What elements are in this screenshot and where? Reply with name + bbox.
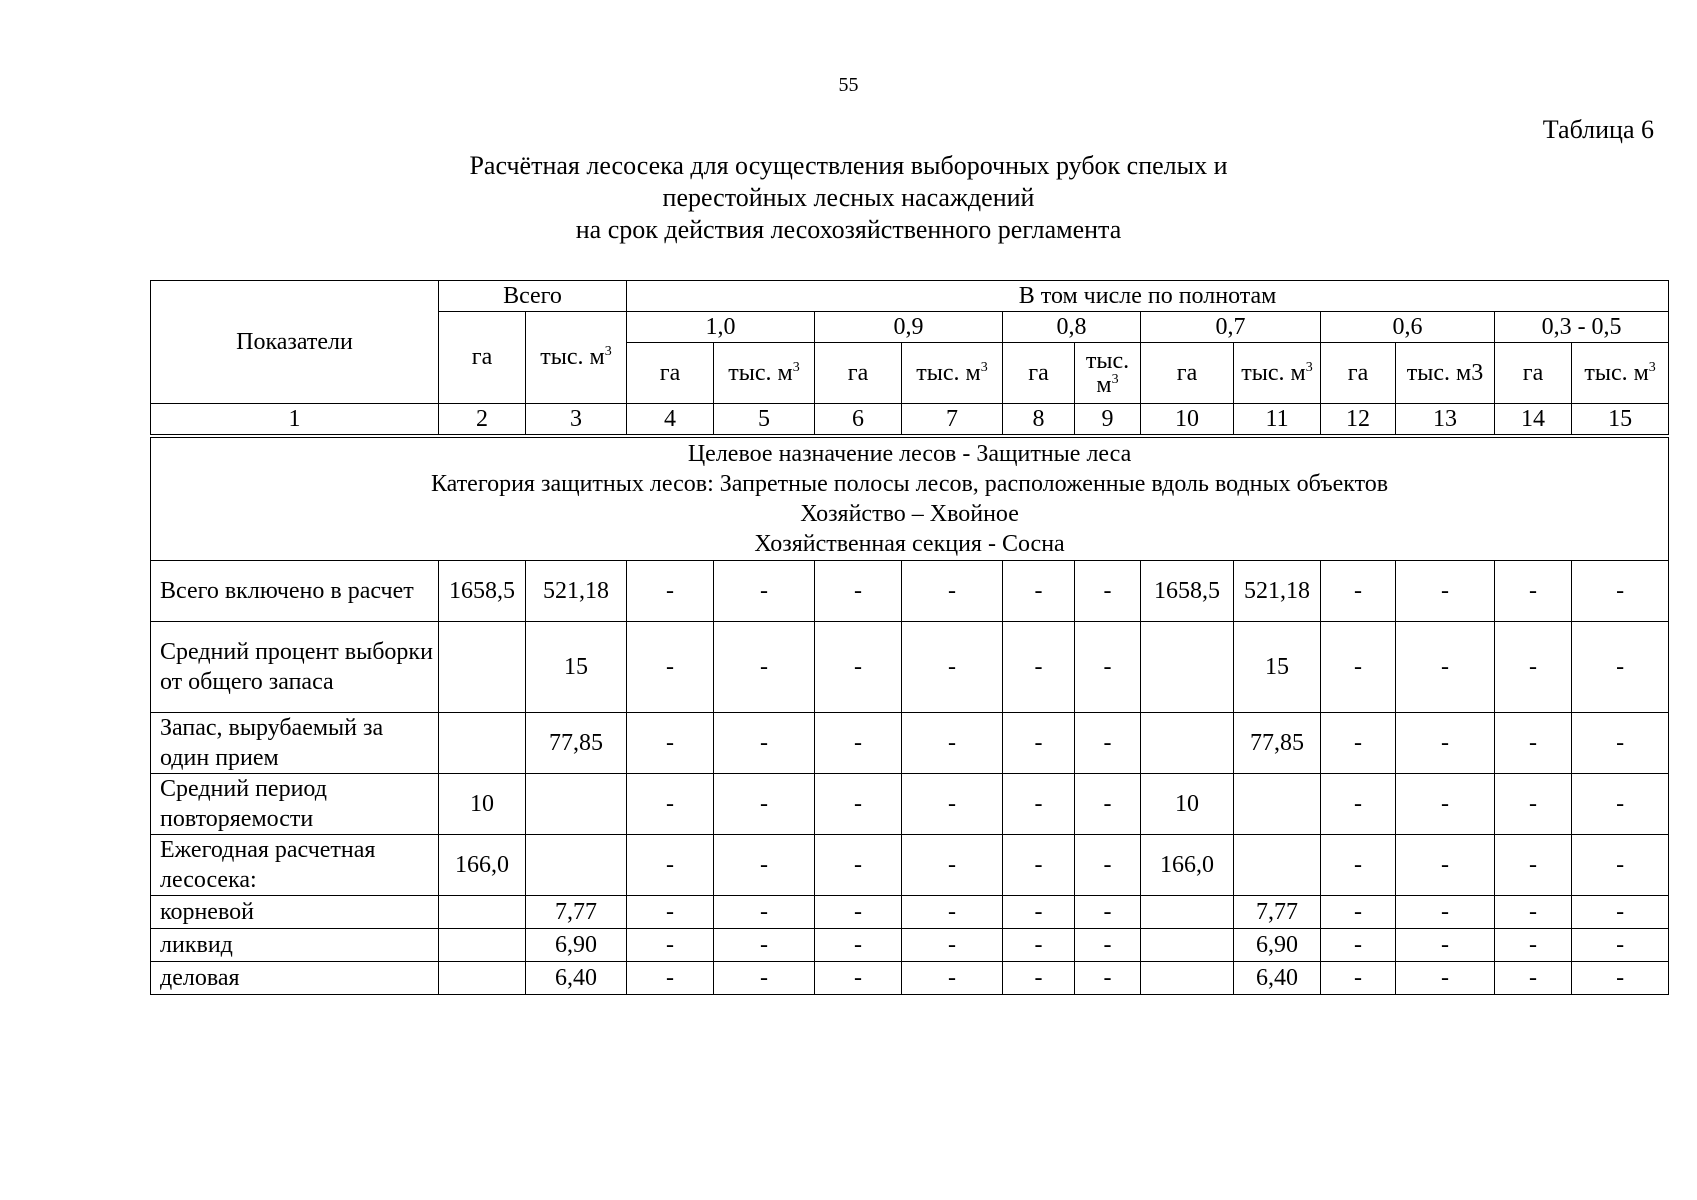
title-line-2: перестойных лесных насаждений: [662, 183, 1035, 212]
table-cell: -: [1321, 713, 1396, 774]
column-number: 13: [1396, 404, 1495, 437]
table-cell: -: [714, 929, 815, 962]
header-density-1-0: 1,0: [627, 312, 815, 343]
table-cell: -: [714, 835, 815, 896]
table-cell: -: [627, 929, 714, 962]
table-cell: -: [1321, 929, 1396, 962]
row-label: корневой: [151, 896, 439, 929]
table-cell: -: [902, 896, 1003, 929]
table-cell: -: [714, 774, 815, 835]
table-row: [151, 896, 1669, 929]
table-cell: [526, 774, 627, 835]
table-cell: -: [1075, 929, 1141, 962]
table-cell: -: [902, 835, 1003, 896]
header-unit-volume: тыс. $м^3$: [902, 343, 1003, 404]
table-cell: -: [1396, 622, 1495, 713]
table-cell: -: [902, 774, 1003, 835]
row-label: ликвид: [151, 929, 439, 962]
table-cell: 6,40: [526, 962, 627, 995]
row-label: Средний процент выборки от общего запаса: [151, 622, 439, 713]
table-cell: -: [1495, 929, 1572, 962]
header-row-1: [151, 281, 1669, 312]
table-cell: -: [815, 561, 902, 622]
table-cell: -: [815, 622, 902, 713]
table-cell: -: [1075, 713, 1141, 774]
table-cell: -: [1321, 835, 1396, 896]
row-label: Всего включено в расчет: [151, 561, 439, 622]
table-cell: -: [1003, 713, 1075, 774]
header-by-density: В том числе по полнотам: [627, 281, 1669, 312]
table-cell: [1141, 896, 1234, 929]
table-cell: -: [714, 896, 815, 929]
table-cell: 521,18: [526, 561, 627, 622]
column-number: 12: [1321, 404, 1396, 437]
table-cell: -: [1075, 962, 1141, 995]
table-cell: -: [1003, 774, 1075, 835]
section-header: [151, 436, 1669, 561]
title-line-3: на срок действия лесохозяйственного регламента: [575, 215, 1122, 244]
table-cell: [439, 896, 526, 929]
table-cell: 10: [1141, 774, 1234, 835]
table-cell: -: [627, 774, 714, 835]
table-cell: [1141, 622, 1234, 713]
table-cell: [439, 929, 526, 962]
title-line-1: Расчётная лесосека для осуществления выборочных рубок спелых и: [469, 151, 1228, 180]
table-cell: -: [714, 713, 815, 774]
table-cell: -: [902, 929, 1003, 962]
row-label: Ежегодная расчетная лесосека:: [151, 835, 439, 896]
column-number: 2: [439, 404, 526, 437]
section-economic-section: Хозяйственная секция - Сосна: [754, 531, 1065, 557]
header-unit-ha: га: [1141, 343, 1234, 404]
column-number: 9: [1075, 404, 1141, 437]
table-cell: -: [1321, 622, 1396, 713]
table-row: [151, 962, 1669, 995]
page-number: 55: [838, 74, 859, 96]
column-number: 5: [714, 404, 815, 437]
table-cell: -: [627, 835, 714, 896]
table-row: [151, 713, 1669, 774]
row-label: Запас, вырубаемый за один прием: [151, 713, 439, 774]
table-cell: [1234, 774, 1321, 835]
table-cell: -: [1396, 962, 1495, 995]
header-density-0-7: 0,7: [1141, 312, 1321, 343]
table-cell: -: [815, 713, 902, 774]
table-cell: -: [714, 622, 815, 713]
table-cell: 6,40: [1234, 962, 1321, 995]
table-cell: -: [1572, 929, 1669, 962]
table-cell: -: [627, 622, 714, 713]
table-cell: [526, 835, 627, 896]
table-cell: -: [1572, 962, 1669, 995]
column-number: 6: [815, 404, 902, 437]
table-cell: -: [1003, 896, 1075, 929]
table-cell: 77,85: [526, 713, 627, 774]
column-number: 14: [1495, 404, 1572, 437]
table-cell: 15: [526, 622, 627, 713]
table-cell: [1141, 929, 1234, 962]
table-cell: -: [815, 929, 902, 962]
table-cell: -: [1321, 896, 1396, 929]
table-cell: -: [1321, 561, 1396, 622]
table-row: [151, 774, 1669, 835]
table-row: [151, 561, 1669, 622]
header-density-0-6: 0,6: [1321, 312, 1495, 343]
table-cell: -: [627, 896, 714, 929]
table-title: [0, 150, 1697, 246]
column-number: 4: [627, 404, 714, 437]
header-unit-ha: га: [1321, 343, 1396, 404]
table-cell: -: [627, 962, 714, 995]
table-cell: -: [1075, 896, 1141, 929]
allowable-cut-table: [150, 280, 1669, 995]
table-cell: -: [1075, 561, 1141, 622]
table-cell: -: [1572, 713, 1669, 774]
table-cell: -: [1396, 835, 1495, 896]
table-cell: -: [1003, 622, 1075, 713]
header-unit-ha: га: [1003, 343, 1075, 404]
table-cell: 15: [1234, 622, 1321, 713]
table-cell: -: [627, 561, 714, 622]
header-total: Всего: [439, 281, 627, 312]
table-cell: -: [1572, 622, 1669, 713]
table-cell: 77,85: [1234, 713, 1321, 774]
table-cell: -: [815, 962, 902, 995]
table-cell: -: [1396, 713, 1495, 774]
table-cell: -: [1075, 835, 1141, 896]
header-unit-ha: га: [1495, 343, 1572, 404]
table-cell: [1141, 713, 1234, 774]
header-total-volume: тыс. $м^3$: [526, 312, 627, 404]
row-label: Средний период повторяемости: [151, 774, 439, 835]
table-cell: -: [1075, 622, 1141, 713]
column-number-row: [151, 404, 1669, 437]
column-number: 3: [526, 404, 627, 437]
table-cell: 1658,5: [439, 561, 526, 622]
table-cell: 166,0: [1141, 835, 1234, 896]
table-cell: -: [1003, 962, 1075, 995]
table-cell: -: [1495, 774, 1572, 835]
table-cell: -: [902, 561, 1003, 622]
header-unit-volume: тыс. $м^3$: [1234, 343, 1321, 404]
table-cell: -: [902, 962, 1003, 995]
table-cell: -: [1321, 774, 1396, 835]
table-cell: -: [1003, 835, 1075, 896]
header-density-0-8: 0,8: [1003, 312, 1141, 343]
table-cell: -: [1495, 962, 1572, 995]
data-rows: [151, 561, 1669, 995]
table-cell: [439, 713, 526, 774]
table-cell: [439, 962, 526, 995]
header-unit-volume: тыс. м3: [1396, 343, 1495, 404]
table-row: [151, 929, 1669, 962]
table-cell: -: [1572, 835, 1669, 896]
table-cell: 521,18: [1234, 561, 1321, 622]
table-cell: -: [1572, 561, 1669, 622]
section-farm: Хозяйство – Хвойное: [800, 501, 1019, 527]
header-unit-volume: тыс. $м^3$: [714, 343, 815, 404]
table-cell: -: [1495, 561, 1572, 622]
table-cell: -: [1495, 713, 1572, 774]
section-header-row: [151, 436, 1669, 561]
table-cell: -: [815, 774, 902, 835]
header-unit-ha: га: [627, 343, 714, 404]
table-row: [151, 835, 1669, 896]
table-cell: 6,90: [526, 929, 627, 962]
table-cell: -: [627, 713, 714, 774]
header-total-ha: га: [439, 312, 526, 404]
table-cell: 10: [439, 774, 526, 835]
header-density-0-9: 0,9: [815, 312, 1003, 343]
table-cell: -: [1003, 561, 1075, 622]
table-label: Таблица 6: [1542, 115, 1654, 144]
table-cell: -: [714, 962, 815, 995]
table-cell: -: [1495, 835, 1572, 896]
column-number: 8: [1003, 404, 1075, 437]
header-unit-ha: га: [815, 343, 902, 404]
column-number: 1: [151, 404, 439, 437]
section-category: Категория защитных лесов: Запретные полосы лесов, расположенные вдоль водных объектов: [430, 471, 1389, 497]
table-cell: -: [815, 835, 902, 896]
table-cell: -: [1572, 774, 1669, 835]
row-label: деловая: [151, 962, 439, 995]
table-row: [151, 622, 1669, 713]
table-cell: -: [1003, 929, 1075, 962]
column-number: 10: [1141, 404, 1234, 437]
table-cell: -: [1075, 774, 1141, 835]
table-cell: -: [1321, 962, 1396, 995]
table-cell: 7,77: [526, 896, 627, 929]
table-cell: -: [1495, 622, 1572, 713]
table-cell: -: [1572, 896, 1669, 929]
table-cell: 7,77: [1234, 896, 1321, 929]
column-number: 11: [1234, 404, 1321, 437]
table-cell: -: [815, 896, 902, 929]
table-cell: -: [902, 622, 1003, 713]
table-cell: 6,90: [1234, 929, 1321, 962]
section-purpose: Целевое назначение лесов - Защитные леса: [687, 441, 1132, 467]
table-cell: -: [902, 713, 1003, 774]
header-unit-volume: тыс. $м^3$: [1075, 343, 1141, 404]
table-cell: [1234, 835, 1321, 896]
table-cell: -: [1396, 774, 1495, 835]
column-number: 15: [1572, 404, 1669, 437]
table-cell: [1141, 962, 1234, 995]
table-cell: 1658,5: [1141, 561, 1234, 622]
table-cell: -: [1396, 561, 1495, 622]
table-cell: -: [1396, 929, 1495, 962]
header-indicators: Показатели: [151, 281, 439, 404]
table-cell: [439, 622, 526, 713]
header-unit-volume: тыс. $м^3$: [1572, 343, 1669, 404]
table-cell: 166,0: [439, 835, 526, 896]
table-cell: -: [1396, 896, 1495, 929]
table-cell: -: [1495, 896, 1572, 929]
header-density-0-3-0-5: 0,3 - 0,5: [1495, 312, 1669, 343]
column-number: 7: [902, 404, 1003, 437]
table-cell: -: [714, 561, 815, 622]
